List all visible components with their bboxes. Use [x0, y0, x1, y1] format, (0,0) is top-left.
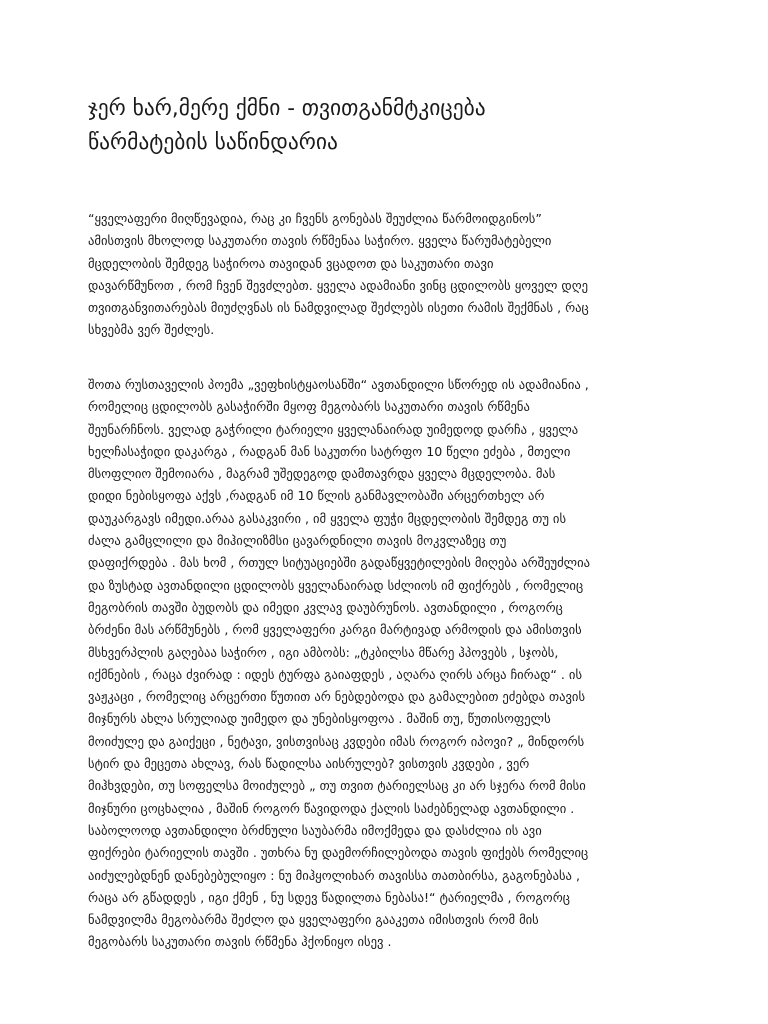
paragraph-line: მოიძულე და გაიქეცი , ნეტავი, ვისთვისაც კვდები იმას როგორ იპოვი? „ მინდორს [88, 733, 585, 749]
paragraph-line: თვითგანვითარებას მიუძღვნას ის ნამდვილად შეძლებს ისეთი რამის შექმნას , რაც [88, 300, 589, 316]
body-paragraph [88, 374, 698, 954]
paragraph-line: ხელჩასაჭიდი დაკარგა , რადგან მან საკუთრი სატრფო 10 წელი ეძება , მთელი [88, 443, 571, 459]
paragraph-line: დაფიქრდება . მას ხომ , რთულ სიტუაციებში გადაწყვეტილების მიღება არშეუძლია [88, 555, 591, 571]
paragraph-line: მიჯნურს ახლა სრულიად უიმედო და უნებისყოფოა . მაშინ თუ, წუთისოფელს [88, 711, 551, 727]
paragraph-line: მეგობრის თავში ბუდობს და იმედი კვლავ დაუბრუნოს. ავთანდილი , როგორც [88, 599, 563, 615]
title-line: ჯერ ხარ,მერე ქმნი - თვითგანმტკიცება [88, 96, 486, 121]
paragraph-line: მიჯნური ცოცხალია , მაშინ როგორ წავიდოდა ქალის საძებნელად ავთანდილი . [88, 800, 575, 816]
paragraph-line: შოთა რუსთაველის პოემა „ვეფხისტყაოსანში“ ავთანდილი სწორედ ის ადამიანია , [88, 377, 589, 392]
paragraph-line: შეუნარჩნოს. ველად გაჭრილი ტარიელი ყველანაირად უიმედოდ დარჩა , ყველა [88, 421, 579, 437]
paragraph-line: საბოლოოდ ავთანდილი ბრძნული საუბარმა იმოქმედა და დასძლია ის ავი [88, 822, 542, 838]
paragraph-line: იქმნების , რაცა ძვირად : იდეს ტურფა გაიაფდეს , აღარა ღირს არცა ჩირად“ . ის [88, 666, 583, 682]
paragraph-line: ფიქრები ტარიელის თავში . უთხრა ნუ დაემორჩილებოდა თავის ფიქებს რომელიც [88, 845, 589, 861]
title-line: წარმატების საწინდარია [88, 130, 338, 155]
paragraph-line: სტირ და მეცეთა ახლავ, რას წადილსა აისრულებ? ვისთვის კვდები , ვერ [88, 756, 530, 772]
paragraph-line: მსხვერპლის გაღებაა საჭირო , იგი ამბობს: „ტკბილსა მწარე ჰპოვებს , სჯობს, [88, 644, 559, 660]
paragraph-line: რომელიც ცდილობს გასაჭირში მყოფ მეგობარს საკუთარი თავის რწმენა [88, 399, 530, 415]
paragraph-line: დავარწმუნოთ , რომ ჩვენ შევძლებთ. ყველა ადამიანი ვინც ცდილობს ყოველ დღე [88, 277, 589, 293]
document-title [88, 92, 708, 160]
paragraph-line: მცდელობის შემდეგ საჭიროა თავიდან ვცადოთ და საკუთარი თავი [88, 255, 494, 271]
paragraph-line: მეგობარს საკუთარი თავის რწმენა ჰქონიყო ისევ . [88, 934, 392, 950]
paragraph-line: ძალა გამცლილი და მიჰილიზმსი ცავარდნილი თავის მოკვლაზეც თუ [88, 533, 507, 549]
intro-paragraph [88, 208, 698, 342]
paragraph-line: ამისთვის მხოლოდ საკუთარი თავის რწმენაა საჭირო. ყველა წარუმატებელი [88, 233, 552, 249]
paragraph-line: მიჰხვდები, თუ სოფელსა მოიძულებ „ თუ თვით ტარიელსაც კი არ სჯერა რომ მისი [88, 778, 586, 794]
paragraph-line: ნამდვილმა მეგობარმა შეძლო და ყველაფერი გააკეთა იმისთვის რომ მის [88, 912, 539, 928]
paragraph-line: ვაჟკაცი , რომელიც არცერთი წუთით არ ნებდებოდა და გამალებით ეძებდა თავის [88, 689, 586, 705]
paragraph-line: აიძულებდნენ დანებებულიყო : ნუ მიჰყოლიხარ თავისსა თათბირსა, გაგონებასა , [88, 867, 580, 883]
paragraph-line: ბრძენი მას არწმუნებს , რომ ყველაფერი კარგი მარტივად არმოდის და ამისთვის [88, 622, 582, 638]
paragraph-line: “ყველაფერი მიღწევადია, რაც კი ჩვენს გონებას შეუძლია წარმოიდგინოს” [88, 211, 542, 226]
paragraph-line: მსოფლიო შემოიარა , მაგრამ უშედეგოდ დამთავრდა ყველა მცდელობა. მას [88, 466, 556, 482]
paragraph-line: დაუკარგავს იმედი.არაა გასაკვირი , იმ ყველა ფუჭი მცდელობის შემდეგ თუ ის [88, 510, 567, 526]
paragraph-line: რაცა არ გწადდეს , იგი ქმენ , ნუ სდევ წადილთა ნებასა!“ ტარიელმა , როგორც [88, 889, 570, 905]
paragraph-line: და ზუსტად ავთანდილი ცდილობს ყველანაირად სძლიოს იმ ფიქრებს , რომელიც [88, 577, 584, 593]
paragraph-line: სხვებმა ვერ შეძლეს. [88, 322, 215, 338]
paragraph-line: დიდი ნებისყოფა აქვს ,რადგან იმ 10 წლის განმავლობაში არცერთხელ არ [88, 488, 545, 504]
